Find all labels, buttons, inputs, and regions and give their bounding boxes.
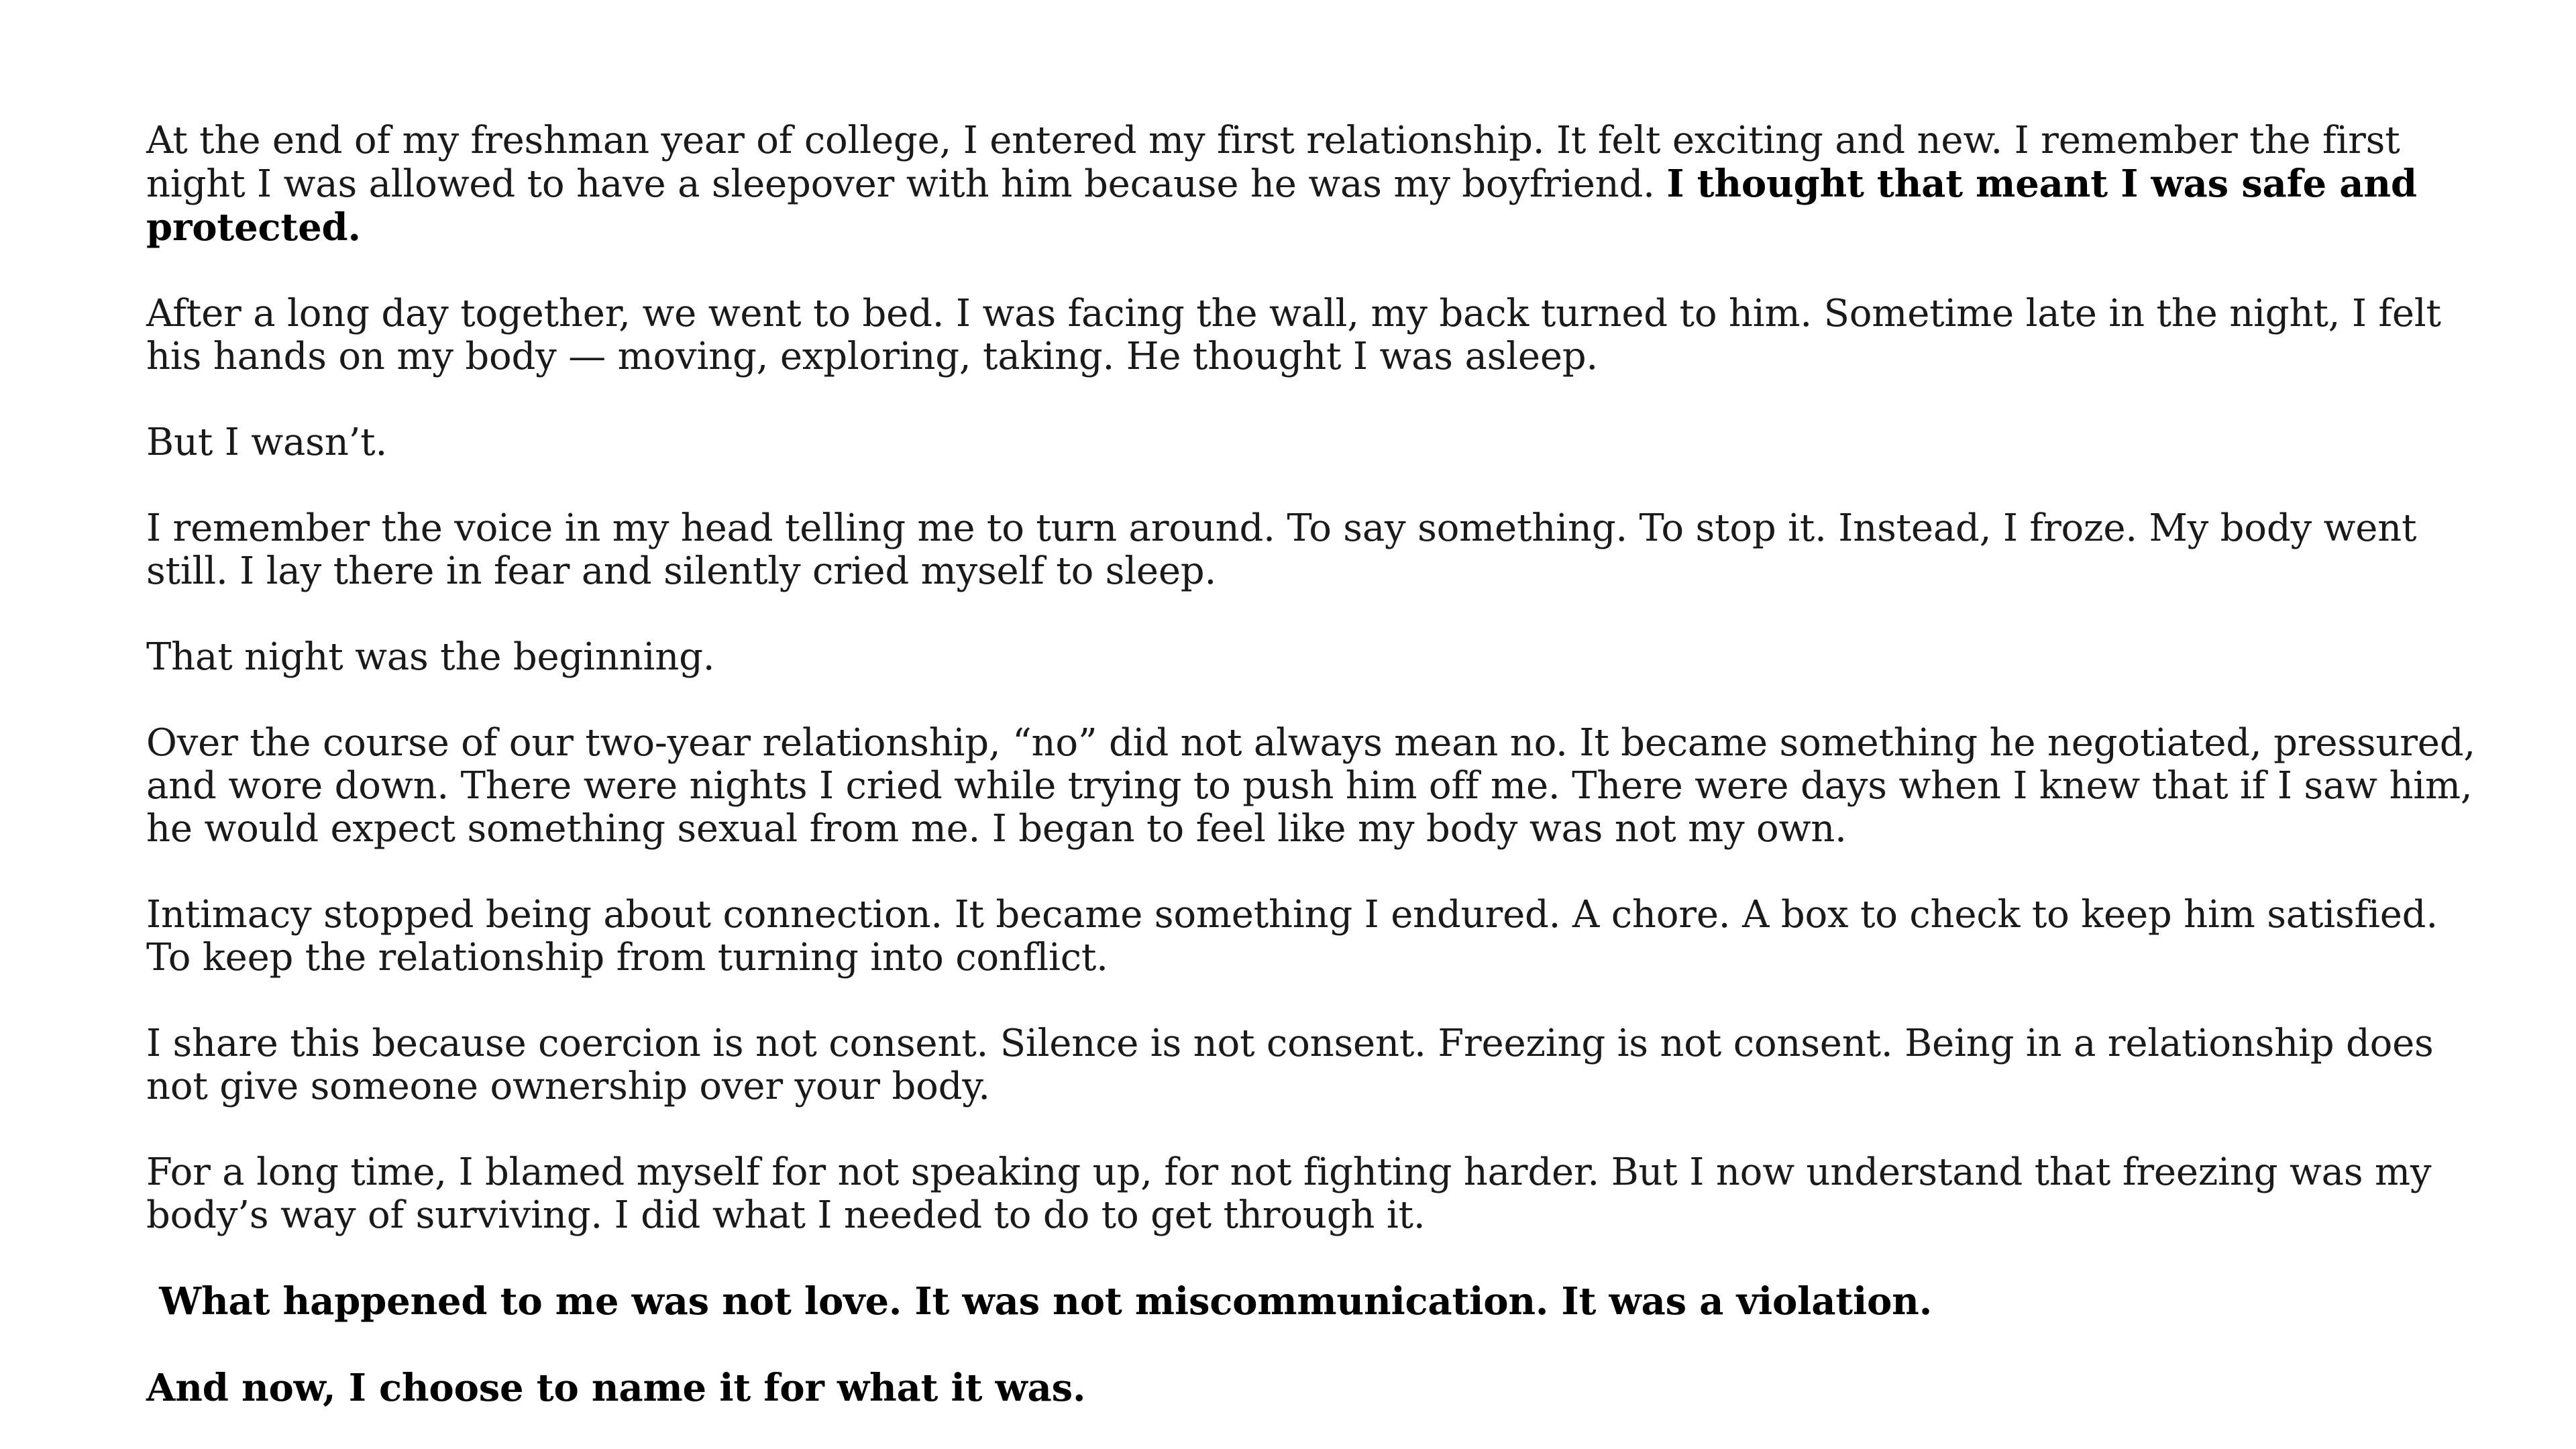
paragraph-bold-closing: And now, I choose to name it for what it was. [146, 1366, 1086, 1410]
paragraph-night [146, 292, 2481, 378]
paragraph-text: At the end of my freshman year of college, I entered my first relationship. It felt exciting and new. I remember the first night I was allowed to have a sleepover with him because he was my boyfriend. [146, 119, 2400, 206]
paragraph-text: Over the course of our two-year relationship, “no” did not always mean no. It became something he negotiated, pressured, and wore down. There were nights I cried while trying to push him off me. There were days when I knew that if I saw him, he would expect something sexual from me. I began to feel like my body was not my own. [146, 721, 2475, 851]
story-document [146, 119, 2481, 1410]
paragraph-bold-emphasis: I thought that meant I was safe and protected. [146, 162, 2417, 250]
paragraph-text: For a long time, I blamed myself for not speaking up, for not fighting harder. But I now understand that freezing was my body’s way of surviving. I did what I needed to do to get through it. [146, 1150, 2432, 1237]
paragraph-bold-statement: What happened to me was not love. It was not miscommunication. It was a violation. [146, 1279, 1932, 1324]
paragraph-beginning [146, 636, 2481, 679]
paragraph-violation [146, 1280, 2481, 1324]
paragraph-consent [146, 1022, 2481, 1108]
paragraph-text: After a long day together, we went to bed. I was facing the wall, my back turned to him. Sometime late in the night, I felt his hands on my body — moving, exploring, taking. He thought I was asleep. [146, 292, 2441, 378]
paragraph-first-relationship [146, 119, 2481, 250]
paragraph-text: I share this because coercion is not consent. Silence is not consent. Freezing is not consent. Being in a relationship does not give someone ownership over your body. [146, 1022, 2434, 1108]
paragraph-text: I remember the voice in my head telling me to turn around. To say something. To stop it. Instead, I froze. My body went still. I lay there in fear and silently cried myself to sleep. [146, 506, 2417, 593]
paragraph-text: That night was the beginning. [146, 635, 715, 679]
paragraph-two-year-relationship [146, 722, 2481, 851]
paragraph-text: But I wasn’t. [146, 421, 388, 464]
paragraph-wasnt-asleep [146, 421, 2481, 464]
paragraph-text: Intimacy stopped being about connection. It became something I endured. A chore. A box to check to keep him satisfied. To keep the relationship from turning into conflict. [146, 893, 2438, 979]
paragraph-froze [146, 507, 2481, 593]
paragraph-surviving [146, 1151, 2481, 1237]
paragraph-name-it [146, 1366, 2481, 1410]
paragraph-intimacy [146, 894, 2481, 979]
